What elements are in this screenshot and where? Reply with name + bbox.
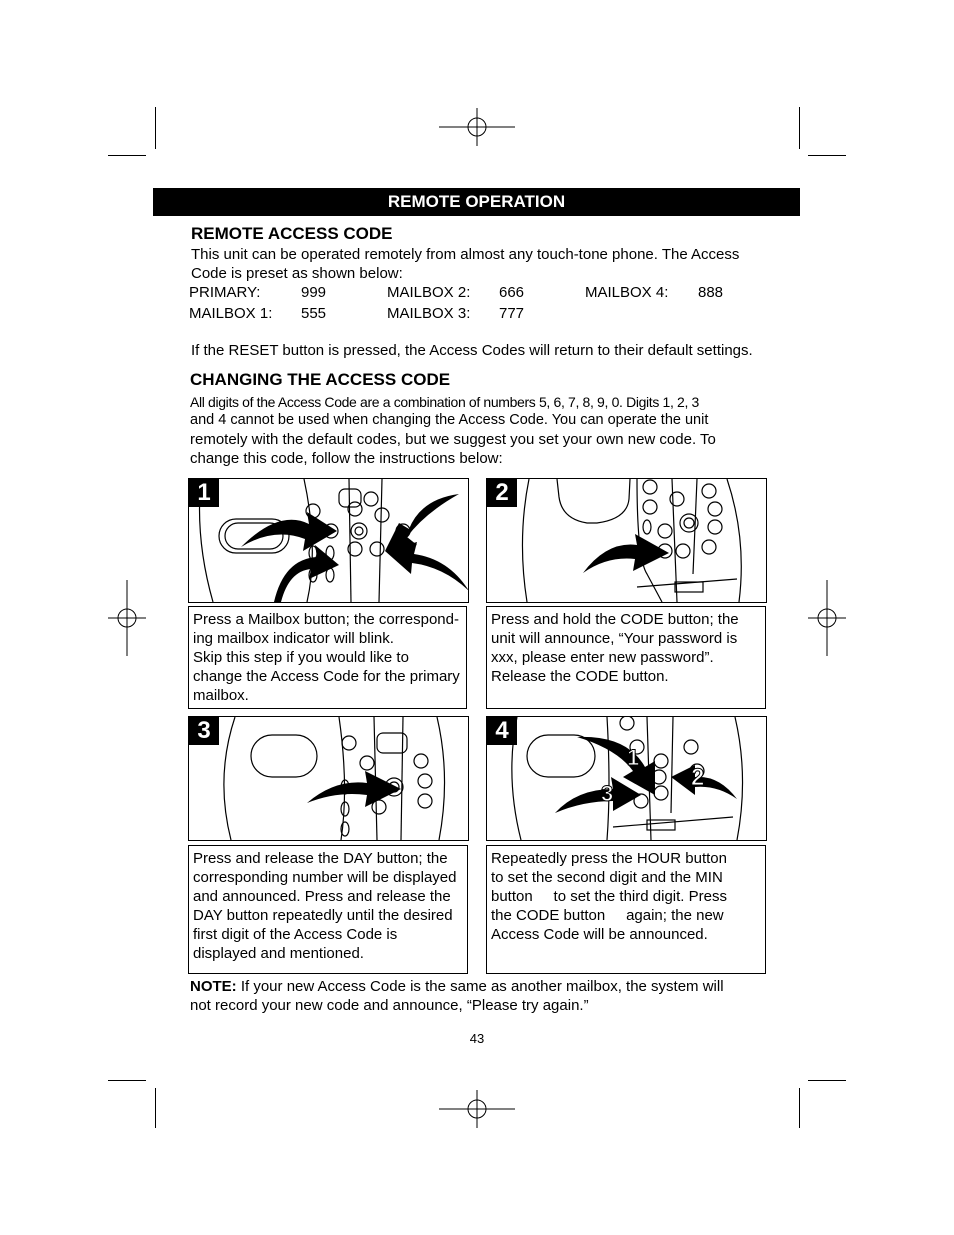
arrow-icon [307, 771, 401, 807]
note-text: If your new Access Code is the same as another mailbox, the system will [236, 978, 724, 995]
crop-mark [808, 1080, 846, 1081]
caption-line: the CODE button again; the new [491, 907, 724, 924]
crop-mark [108, 1080, 146, 1081]
step-1-illustration [188, 478, 469, 603]
code-value: 777 [499, 305, 525, 322]
arrow-icon [385, 494, 459, 551]
step-number-badge: 3 [189, 717, 219, 745]
caption-line: Press a Mailbox button; the correspond- [193, 611, 459, 628]
crop-mark [799, 1088, 800, 1128]
crop-mark [108, 155, 146, 156]
note-label: NOTE: [190, 978, 237, 995]
crop-mark [155, 107, 156, 149]
caption-line: Repeatedly press the HOUR button [491, 850, 727, 867]
arrow-icon [583, 534, 669, 573]
registration-target-icon [439, 1090, 515, 1128]
step-3-illustration [188, 716, 469, 841]
caption-line: change the Access Code for the primary [193, 668, 460, 685]
step-number-badge: 4 [487, 717, 517, 745]
arrow-icon [385, 542, 468, 591]
caption-line: Release the CODE button. [491, 668, 669, 685]
arrow-icon [274, 545, 339, 602]
section-header: REMOTE OPERATION [153, 188, 800, 216]
step-4-illustration [486, 716, 767, 841]
caption-line: unit will announce, “Your password is [491, 630, 738, 647]
registration-target-icon [808, 580, 846, 656]
note-text: not record your new code and announce, “Please try again.” [190, 997, 589, 1014]
caption-line: Access Code will be announced. [491, 926, 708, 943]
arrow-icon [555, 777, 641, 813]
caption-line: DAY button repeatedly until the desired [193, 907, 453, 924]
caption-line: xxx, please enter new password”. [491, 649, 714, 666]
phone-base-icon [487, 479, 766, 602]
crop-mark [799, 107, 800, 149]
code-label: MAILBOX 1: [189, 305, 273, 322]
step-number-badge: 1 [189, 479, 219, 507]
code-value: 555 [301, 305, 327, 322]
caption-line: Skip this step if you would like to [193, 649, 409, 666]
arrow-label: 3 [601, 781, 614, 806]
phone-base-icon [189, 479, 468, 602]
changing-heading: CHANGING THE ACCESS CODE [190, 370, 451, 389]
step-3-caption [188, 845, 468, 974]
registration-target-icon [108, 580, 146, 656]
step-4-caption [486, 845, 766, 974]
intro-line: Code is preset as shown below: [191, 265, 403, 282]
caption-line: and announced. Press and release the [193, 888, 451, 905]
caption-line: corresponding number will be displayed [193, 869, 457, 886]
changing-line: and 4 cannot be used when changing the Access Code. You can operate the unit [190, 412, 709, 428]
caption-line: first digit of the Access Code is [193, 926, 398, 943]
code-label: MAILBOX 4: [585, 284, 669, 301]
caption-line: button to set the third digit. Press [491, 888, 727, 905]
changing-line: All digits of the Access Code are a combination of numbers 5, 6, 7, 8, 9, 0. Digits 1, 2, 3 [190, 394, 699, 410]
intro-line: This unit can be operated remotely from almost any touch-tone phone. The Access [191, 246, 740, 263]
reset-note: If the RESET button is pressed, the Access Codes will return to their default settings. [191, 342, 753, 359]
caption-line: Press and release the DAY button; the [193, 850, 448, 867]
code-value: 666 [499, 284, 525, 301]
registration-target-icon [439, 108, 515, 146]
page-number: 43 [469, 1031, 485, 1046]
caption-line: displayed and mentioned. [193, 945, 364, 962]
caption-line: mailbox. [193, 687, 249, 704]
code-value: 888 [698, 284, 724, 301]
arrow-label: 2 [691, 764, 705, 791]
changing-line: change this code, follow the instructions below: [190, 450, 503, 467]
changing-line: remotely with the default codes, but we suggest you set your own new code. To [190, 431, 716, 448]
remote-access-heading: REMOTE ACCESS CODE [191, 224, 393, 243]
crop-mark [155, 1088, 156, 1128]
crop-mark [808, 155, 846, 156]
step-2-caption [486, 606, 766, 709]
code-label: PRIMARY: [189, 284, 261, 301]
note [190, 977, 724, 996]
phone-base-icon [189, 717, 468, 840]
arrow-icon [241, 512, 337, 551]
caption-line: Press and hold the CODE button; the [491, 611, 739, 628]
code-value: 999 [301, 284, 327, 301]
phone-base-icon [487, 717, 766, 840]
arrow-label: 1 [627, 745, 640, 770]
caption-line: to set the second digit and the MIN [491, 869, 723, 886]
step-1-caption [188, 606, 467, 709]
step-number-badge: 2 [487, 479, 517, 507]
step-2-illustration [486, 478, 767, 603]
code-label: MAILBOX 2: [387, 284, 471, 301]
caption-line: ing mailbox indicator will blink. [193, 630, 394, 647]
code-label: MAILBOX 3: [387, 305, 471, 322]
